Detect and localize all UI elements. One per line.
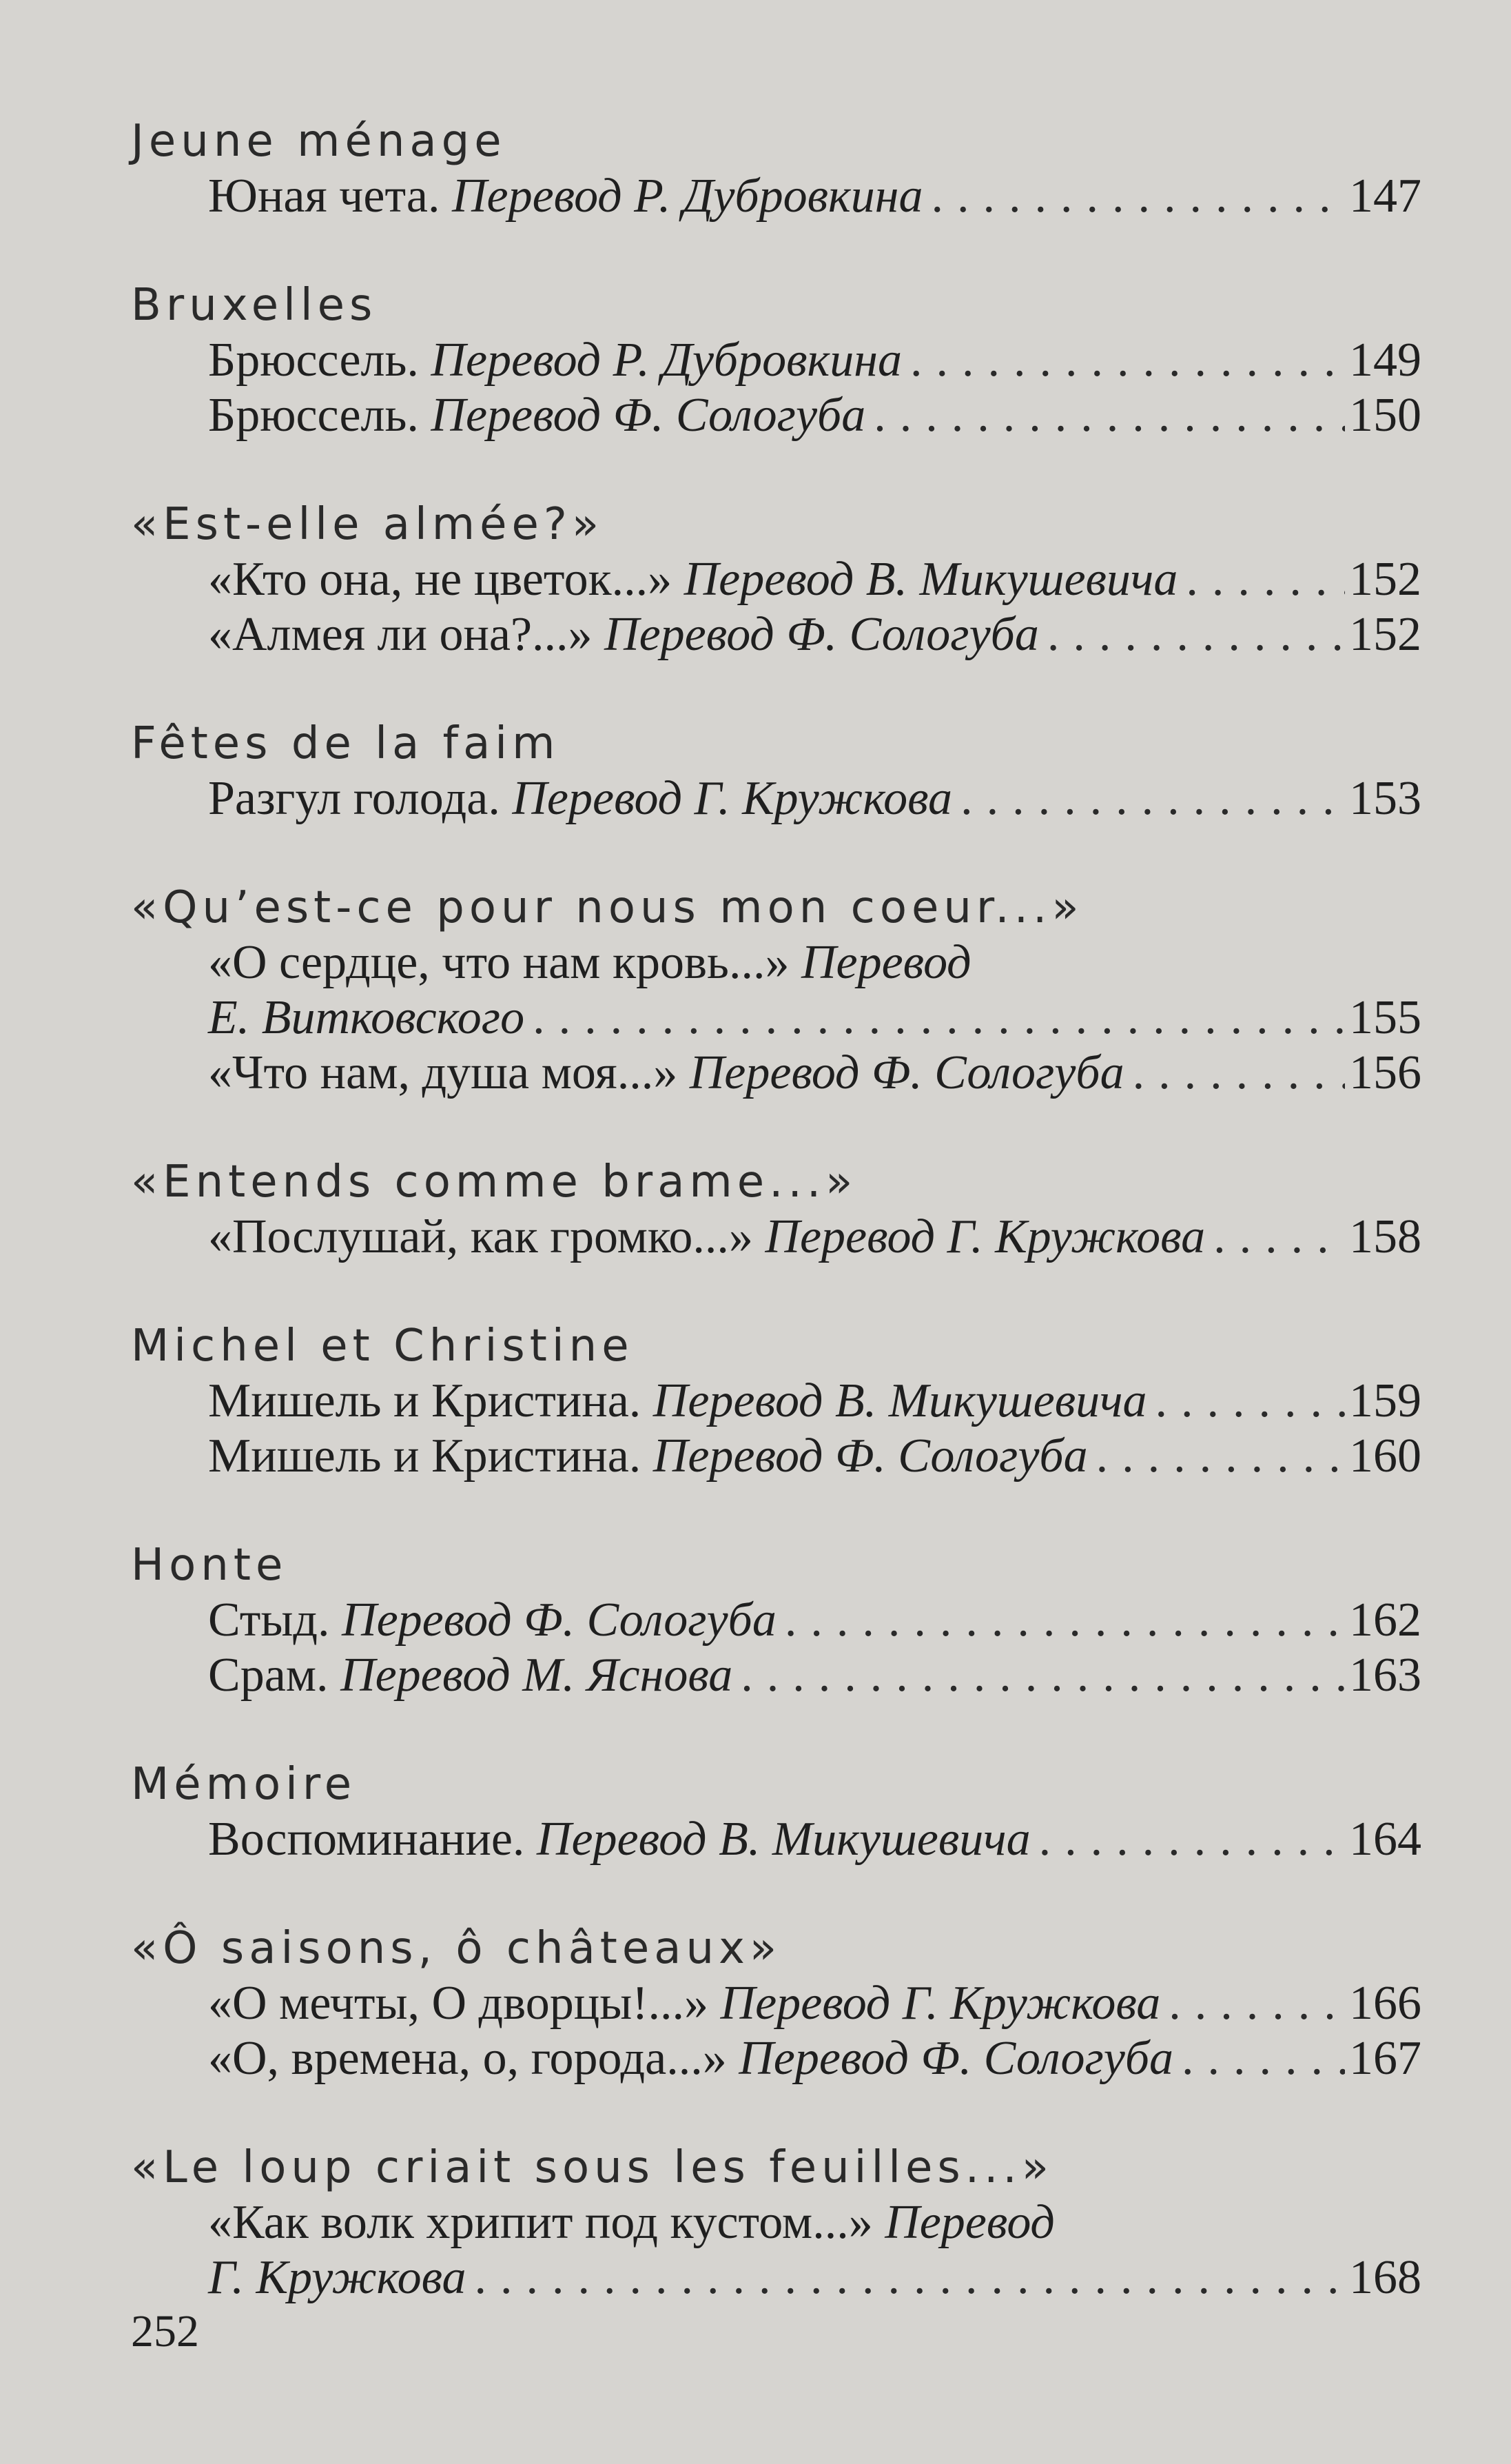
translation-line — [208, 935, 1421, 990]
translation-line — [208, 333, 1421, 388]
original-title: Michel et Christine — [131, 1321, 634, 1372]
translation-line — [208, 1046, 1421, 1101]
translation-line — [208, 1593, 1421, 1648]
translator-name: Г. Кружкова — [208, 2251, 466, 2304]
translation-title: Юная чета. — [208, 170, 440, 223]
toc-entry — [131, 114, 1421, 224]
translation-line — [208, 1648, 1421, 1703]
translator-name: Перевод В. Микушевича — [652, 1374, 1147, 1427]
translator-name: Перевод В. Микушевича — [536, 1813, 1031, 1866]
translation-line — [208, 552, 1421, 607]
translation-line — [208, 1374, 1421, 1429]
dot-leader — [952, 771, 1345, 826]
page-ref: 152 — [1349, 608, 1421, 661]
toc-entry — [131, 716, 1421, 826]
translation-title: Мишель и Кристина. — [208, 1374, 641, 1427]
page-ref: 164 — [1349, 1813, 1421, 1866]
translation-title: «Алмея ли она?...» — [208, 608, 593, 661]
dot-leader — [923, 169, 1345, 224]
translation-title: «Что нам, душа моя...» — [208, 1046, 678, 1099]
page-number: 252 — [131, 2306, 199, 2356]
translator-name: Е. Витковского — [208, 991, 525, 1044]
translation-line — [208, 2195, 1421, 2250]
original-title: «Le loup criait sous les feuilles...» — [131, 2142, 1053, 2193]
translator-name: Перевод — [885, 2196, 1055, 2249]
translation-title: Стыд. — [208, 1594, 330, 1647]
translator-name: Перевод Ф. Сологуба — [739, 2032, 1174, 2085]
translation-title: «О сердце, что нам кровь...» — [208, 936, 790, 989]
dot-leader — [1039, 607, 1345, 662]
translation-line — [208, 1812, 1421, 1867]
translator-name: Перевод — [801, 936, 972, 989]
translator-name: Перевод Ф. Сологуба — [431, 389, 866, 442]
translation-title: «О мечты, О дворцы!...» — [208, 1977, 709, 2030]
original-title: Mémoire — [131, 1759, 357, 1810]
toc-entry — [131, 1757, 1421, 1867]
translation-line — [208, 2031, 1421, 2086]
translation-title: Воспоминание. — [208, 1813, 525, 1866]
translation-line — [208, 169, 1421, 224]
translation-title: Брюссель. — [208, 389, 419, 442]
translator-name: Перевод Г. Кружкова — [720, 1977, 1161, 2030]
dot-leader — [777, 1593, 1345, 1648]
dot-leader — [1031, 1812, 1345, 1867]
page-ref: 150 — [1349, 389, 1421, 442]
toc-entry — [131, 1318, 1421, 1484]
dot-leader — [1205, 1210, 1345, 1265]
page-ref: 168 — [1349, 2251, 1421, 2304]
page-ref: 153 — [1349, 772, 1421, 825]
dot-leader — [1124, 1046, 1345, 1101]
translation-line — [208, 607, 1421, 662]
toc-entry — [131, 2140, 1421, 2305]
translation-line — [208, 771, 1421, 826]
page-ref: 160 — [1349, 1429, 1421, 1483]
toc-entry — [131, 880, 1421, 1101]
original-title: «Entends comme brame...» — [131, 1157, 858, 1208]
translation-title: «Как волк хрипит под кустом...» — [208, 2196, 873, 2249]
translation-title: Брюссель. — [208, 334, 419, 387]
page-ref: 158 — [1349, 1210, 1421, 1263]
translator-name: Перевод Ф. Сологуба — [689, 1046, 1124, 1099]
translation-title: Срам. — [208, 1649, 329, 1702]
page-ref: 163 — [1349, 1649, 1421, 1702]
original-title: Bruxelles — [131, 280, 378, 331]
original-title: Honte — [131, 1540, 288, 1591]
page-ref: 159 — [1349, 1374, 1421, 1427]
translator-name: Перевод Р. Дубровкина — [451, 170, 923, 223]
translator-name: Перевод Ф. Сологуба — [604, 608, 1039, 661]
translation-line — [208, 1210, 1421, 1265]
page-ref: 167 — [1349, 2032, 1421, 2085]
dot-leader — [1178, 552, 1345, 607]
toc-entry — [131, 1921, 1421, 2086]
translation-line — [208, 990, 1421, 1046]
translator-name: Перевод Ф. Сологуба — [342, 1594, 777, 1647]
translation-line — [208, 2250, 1421, 2305]
page-ref: 166 — [1349, 1977, 1421, 2030]
translation-title: Разгул голода. — [208, 772, 500, 825]
original-title: Fêtes de la faim — [131, 718, 560, 769]
translation-line — [208, 1976, 1421, 2031]
dot-leader — [865, 388, 1345, 443]
original-title: «Est-elle almée?» — [131, 499, 604, 550]
dot-leader — [524, 990, 1345, 1046]
original-title: Jeune ménage — [131, 116, 506, 167]
translator-name: Перевод Р. Дубровкина — [431, 334, 902, 387]
original-title: «Ô saisons, ô châteaux» — [131, 1923, 782, 1974]
translation-title: «Кто она, не цветок...» — [208, 553, 672, 606]
toc-entry — [131, 1538, 1421, 1703]
table-of-contents — [131, 114, 1421, 2305]
original-title: «Qu’est-ce pour nous mon coeur...» — [131, 882, 1084, 933]
toc-entry — [131, 278, 1421, 443]
dot-leader — [1147, 1374, 1345, 1429]
page-ref: 155 — [1349, 991, 1421, 1044]
translation-title: «Послушай, как громко...» — [208, 1210, 753, 1263]
page-ref: 152 — [1349, 553, 1421, 606]
toc-entry — [131, 497, 1421, 662]
toc-entry — [131, 1154, 1421, 1265]
translator-name: Перевод М. Яснова — [340, 1649, 733, 1702]
dot-leader — [902, 333, 1345, 388]
page-ref: 156 — [1349, 1046, 1421, 1099]
translator-name: Перевод Г. Кружкова — [512, 772, 953, 825]
dot-leader — [1160, 1976, 1345, 2031]
dot-leader — [466, 2250, 1345, 2305]
page-ref: 147 — [1349, 170, 1421, 223]
page-ref: 162 — [1349, 1594, 1421, 1647]
translation-title: Мишель и Кристина. — [208, 1429, 641, 1483]
translator-name: Перевод Ф. Сологуба — [652, 1429, 1088, 1483]
translation-line — [208, 1429, 1421, 1484]
translation-title: «О, времена, о, города...» — [208, 2032, 727, 2085]
dot-leader — [1088, 1429, 1345, 1484]
translator-name: Перевод Г. Кружкова — [765, 1210, 1206, 1263]
translator-name: Перевод В. Микушевича — [683, 553, 1178, 606]
page-ref: 149 — [1349, 334, 1421, 387]
translation-line — [208, 388, 1421, 443]
dot-leader — [1173, 2031, 1345, 2086]
dot-leader — [732, 1648, 1345, 1703]
